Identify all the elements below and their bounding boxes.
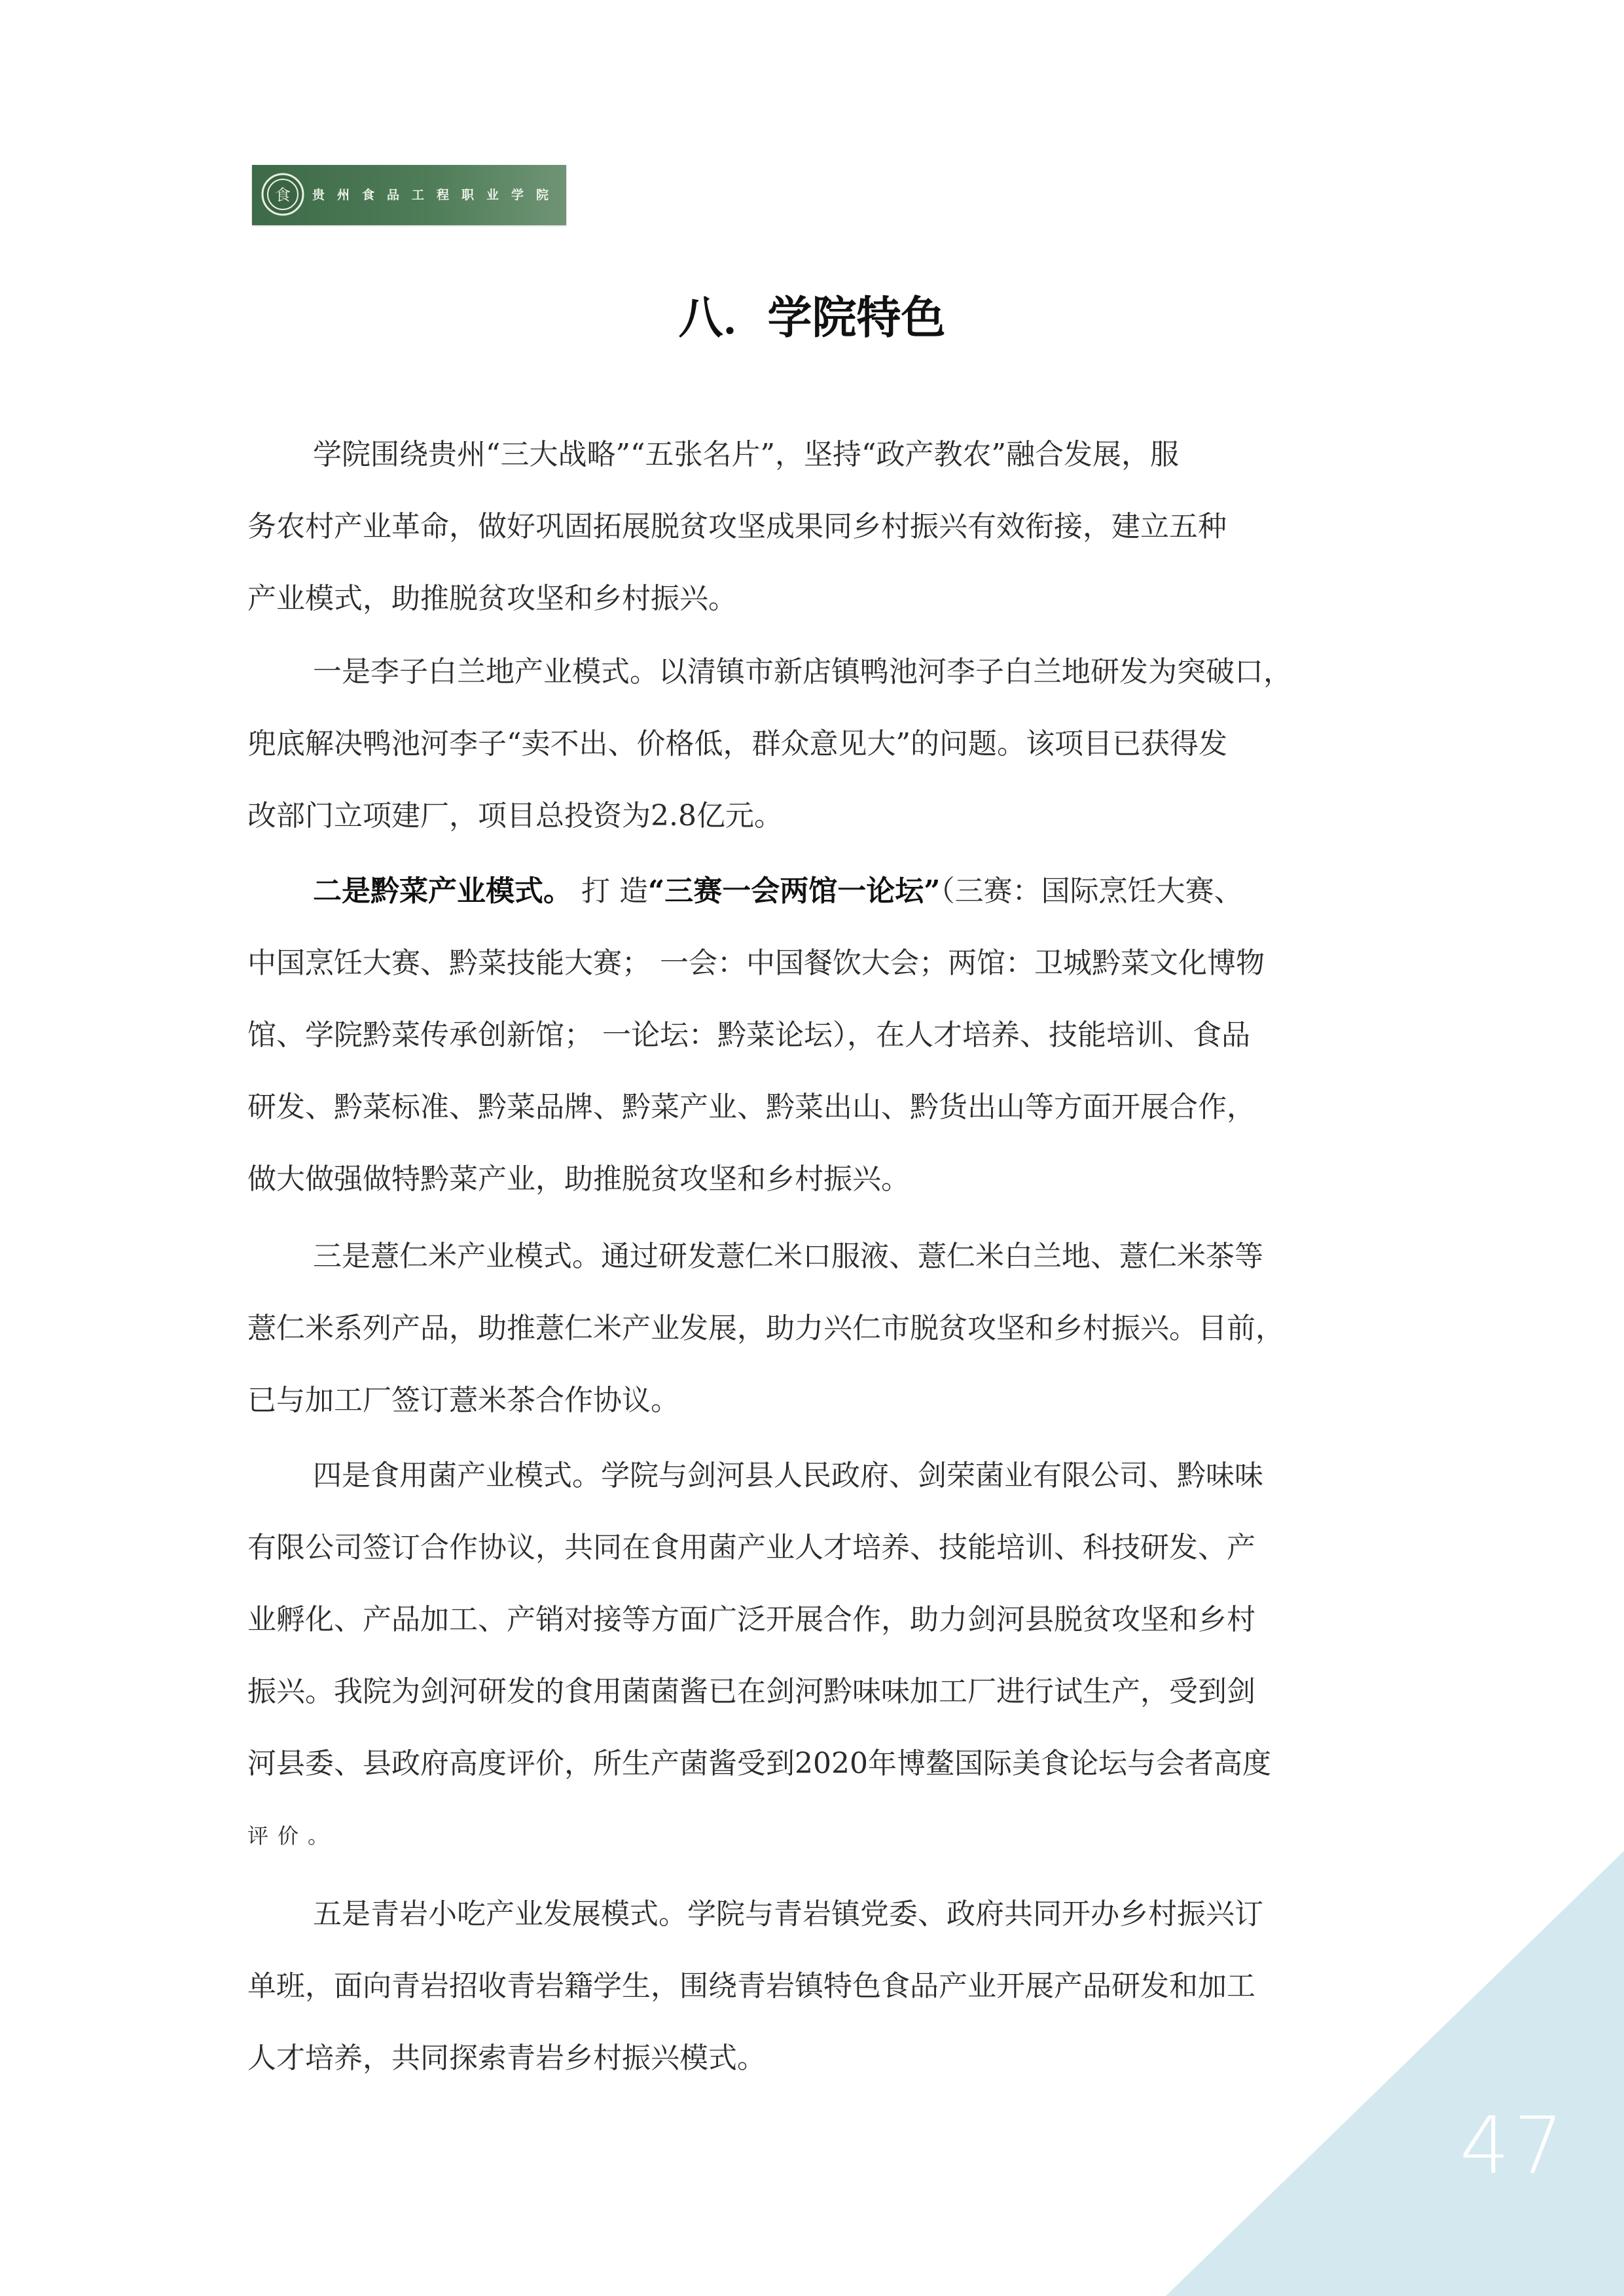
paragraph-tail: 评价。 [247, 1823, 338, 1848]
college-emblem-icon [260, 171, 306, 217]
paragraph-line: 人才培养，共同探索青岩乡村振兴模式。 [247, 2041, 766, 2075]
paragraph-lead2: 打 造 [581, 874, 648, 908]
paragraph-line: 四是食用菌产业模式。学院与剑河县人民政府、剑荣菌业有限公司、黔味味 [313, 1459, 1263, 1492]
paragraph-line: 单班，面向青岩招收青岩籍学生，围绕青岩镇特色食品产业开展产品研发和加工 [247, 1969, 1255, 2003]
paragraph-line: 振兴。我院为剑河研发的食用菌菌酱已在剑河黔味味加工厂进行试生产，受到剑 [247, 1675, 1255, 1708]
paragraph-line: 务农村产业革命，做好巩固拓展脱贫攻坚成果同乡村振兴有效衔接，建立五种 [247, 510, 1227, 543]
page-number: 47 [1460, 2101, 1568, 2192]
paragraph-line: 有限公司签订合作协议，共同在食用菌产业人才培养、技能培训、科技研发、产 [247, 1531, 1255, 1564]
school-name: 贵州食品工程职业学院 [312, 188, 562, 202]
paragraph-line: 研发、黔菜标准、黔菜品牌、黔菜产业、黔菜出山、黔货出山等方面开展合作， [247, 1090, 1255, 1124]
corner-triangle [1166, 1851, 1624, 2296]
paragraph-line: 馆、学院黔菜传承创新馆； 一论坛：黔菜论坛），在人才培养、技能培训、食品 [247, 1018, 1250, 1052]
paragraph-line: 产业模式，助推脱贫攻坚和乡村振兴。 [247, 582, 737, 615]
college-logo-banner [252, 165, 566, 225]
paragraph-line: 河县委、县政府高度评价，所生产菌酱受到2020年博鳌国际美食论坛与会者高度 [247, 1747, 1271, 1780]
paragraph-line: 一是李子白兰地产业模式。以清镇市新店镇鸭池河李子白兰地研发为突破口， [313, 655, 1292, 689]
paragraph-line [313, 872, 1243, 911]
paragraph-highlight: “三赛一会两馆一论坛” [648, 874, 941, 908]
emblem-text: 食 [275, 186, 291, 204]
paragraph-line: 已与加工厂签订薏米茶合作协议。 [247, 1384, 679, 1417]
corner-decoration [1166, 1851, 1624, 2296]
page-title: 八．学院特色 [678, 293, 946, 344]
paragraph-line: 做大做强做特黔菜产业，助推脱贫攻坚和乡村振兴。 [247, 1162, 910, 1196]
paragraph-rest: （三赛：国际烹饪大赛、 [940, 874, 1243, 908]
paragraph-lead: 二是黔菜产业模式。 [313, 874, 572, 908]
paragraph-line: 中国烹饪大赛、黔菜技能大赛； 一会：中国餐饮大会；两馆：卫城黔菜文化博物 [247, 946, 1265, 980]
paragraph-line: 兜底解决鸭池河李子“卖不出、价格低，群众意见大”的问题。该项目已获得发 [247, 727, 1227, 761]
paragraph-line: 三是薏仁米产业模式。通过研发薏仁米口服液、薏仁米白兰地、薏仁米茶等 [313, 1240, 1263, 1273]
paragraph-line: 改部门立项建厂，项目总投资为2.8亿元。 [247, 799, 783, 833]
paragraph-line: 学院围绕贵州“三大战略”“五张名片”，坚持“政产教农”融合发展，服 [313, 438, 1179, 471]
paragraph-line: 业孵化、产品加工、产销对接等方面广泛开展合作，助力剑河县脱贫攻坚和乡村 [247, 1603, 1255, 1636]
paragraph-line: 薏仁米系列产品，助推薏仁米产业发展，助力兴仁市脱贫攻坚和乡村振兴。目前， [247, 1312, 1284, 1345]
paragraph-line: 五是青岩小吃产业发展模式。学院与青岩镇党委、政府共同开办乡村振兴订 [313, 1897, 1263, 1931]
